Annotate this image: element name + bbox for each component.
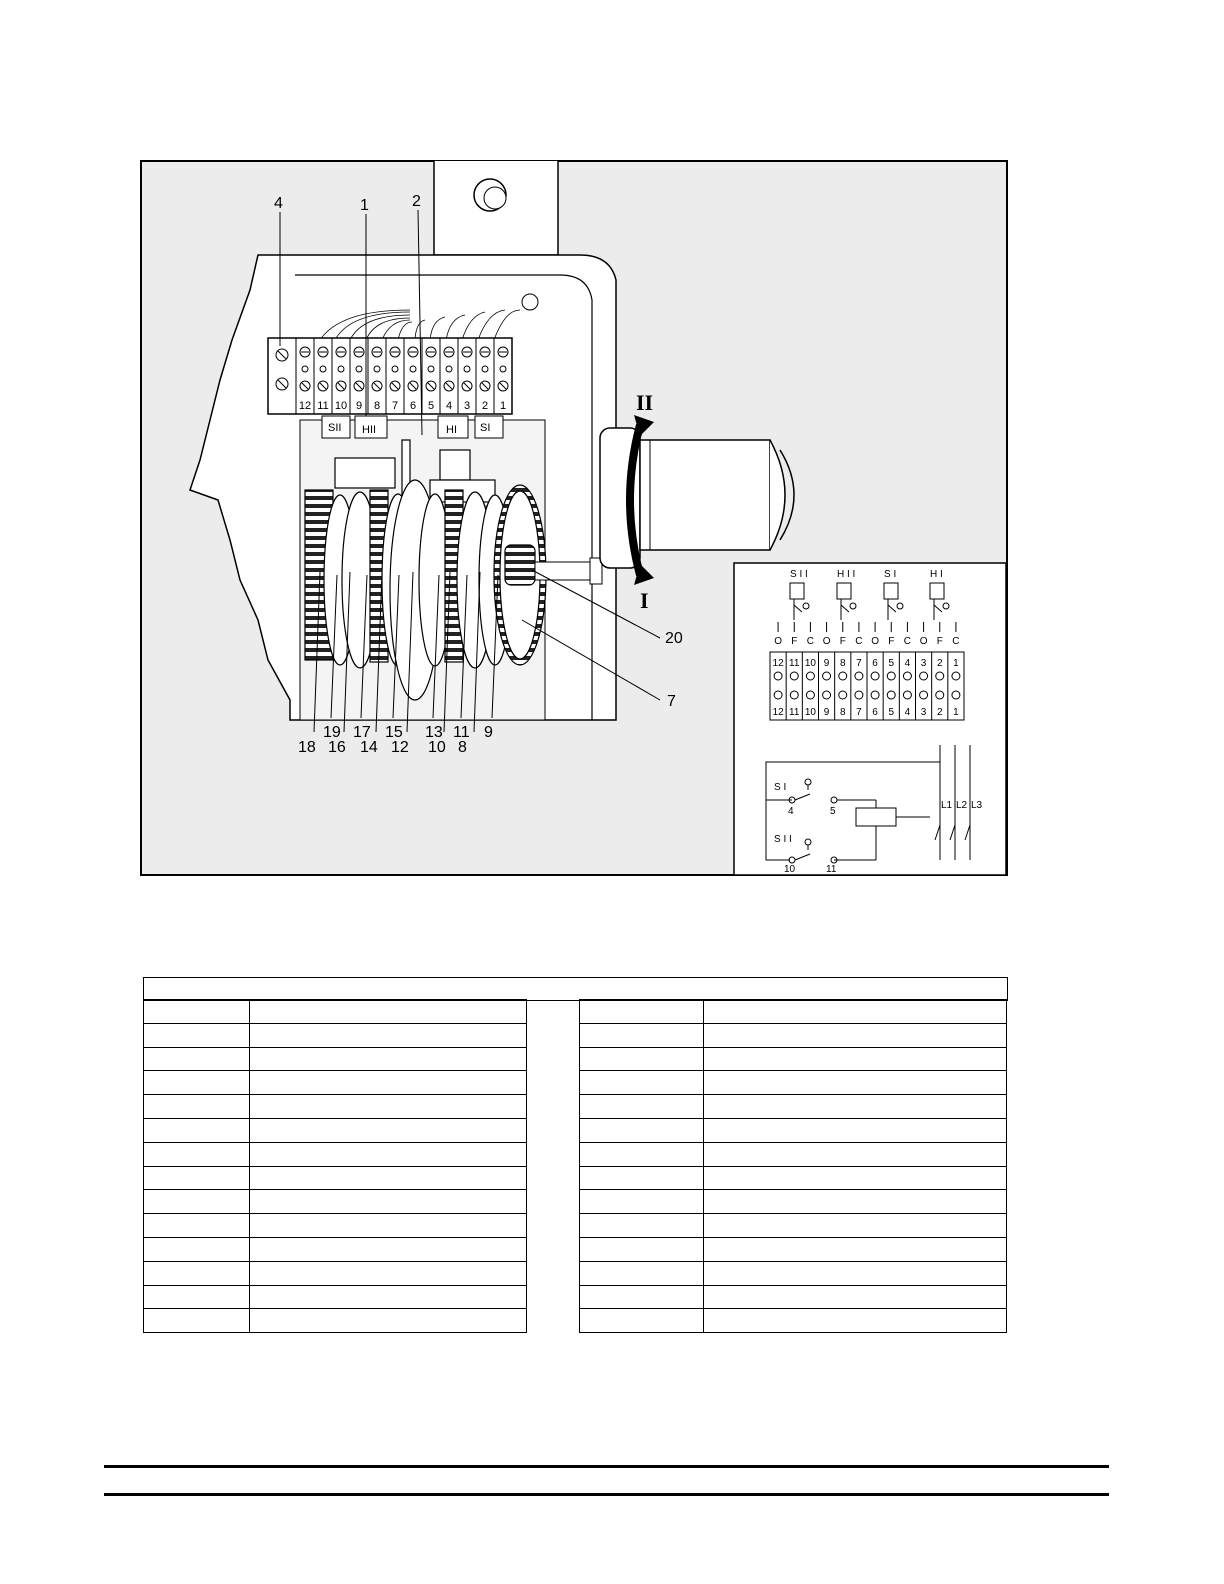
table-cell-item (580, 1214, 704, 1238)
terminal-number: 2 (481, 400, 489, 412)
table-row (580, 1237, 1007, 1261)
table-cell-item (580, 1285, 704, 1309)
parts-table-right (579, 999, 1007, 1333)
circuit-switch1-label: S I (774, 782, 787, 793)
contact-letter: C (806, 636, 815, 647)
table-row (580, 1023, 1007, 1047)
contact-letter: F (839, 636, 846, 647)
table-cell-item (144, 1071, 250, 1095)
circuit-line-l3: L3 (971, 800, 983, 811)
table-row (144, 1261, 527, 1285)
wiring-terminal-number-top: 3 (920, 658, 927, 669)
terminal-number: 8 (373, 400, 381, 412)
limit-switch-figure (140, 160, 1008, 876)
wiring-terminal-number-bottom: 2 (936, 707, 943, 718)
callout-bottom-lower: 16 (328, 739, 346, 756)
table-cell-item (144, 1142, 250, 1166)
table-row (580, 1261, 1007, 1285)
table-cell-item (580, 1000, 704, 1024)
table-cell-description (250, 1142, 527, 1166)
table-cell-description (250, 1190, 527, 1214)
wiring-switch-header: H I I (837, 569, 856, 580)
table-cell-item (580, 1047, 704, 1071)
terminal-number: 9 (355, 400, 363, 412)
table-row (580, 1047, 1007, 1071)
table-row (144, 1166, 527, 1190)
table-cell-item (580, 1142, 704, 1166)
table-row (144, 1214, 527, 1238)
circuit-switch2-t2: 11 (826, 864, 837, 875)
table-cell-description (704, 1095, 1007, 1119)
table-cell-description (250, 1237, 527, 1261)
table-row (144, 1285, 527, 1309)
table-row (580, 1118, 1007, 1142)
table-cell-item (144, 1047, 250, 1071)
wiring-terminal-number-bottom: 3 (920, 707, 927, 718)
figure-svg (140, 160, 1008, 876)
callout-bottom-lower: 14 (360, 739, 378, 756)
wiring-terminal-number-bottom: 12 (772, 707, 784, 718)
table-cell-item (144, 1118, 250, 1142)
table-cell-item (144, 1095, 250, 1119)
table-cell-item (580, 1190, 704, 1214)
table-cell-item (144, 1023, 250, 1047)
switch-label-sii: SII (328, 422, 342, 434)
contact-letter: O (919, 636, 928, 647)
circuit-switch2-label: S I I (774, 834, 792, 845)
wiring-terminal-number-top: 10 (804, 658, 816, 669)
table-row (144, 1047, 527, 1071)
callout-20: 20 (665, 630, 683, 647)
table-row (144, 1309, 527, 1333)
circuit-line-l2: L2 (956, 800, 968, 811)
table-row (580, 1214, 1007, 1238)
table-row (144, 1237, 527, 1261)
terminal-number: 4 (445, 400, 453, 412)
callout-bottom-upper: 13 (425, 724, 443, 741)
table-cell-description (250, 1118, 527, 1142)
table-cell-description (250, 1047, 527, 1071)
wiring-terminal-number-top: 9 (823, 658, 830, 669)
table-cell-description (704, 1190, 1007, 1214)
wiring-terminal-number-bottom: 4 (904, 707, 911, 718)
wiring-terminal-number-top: 11 (789, 658, 800, 669)
wiring-terminal-number-top: 8 (839, 658, 846, 669)
table-cell-description (250, 1285, 527, 1309)
wiring-terminal-number-bottom: 6 (872, 707, 878, 718)
callout-1: 1 (360, 197, 369, 214)
parts-table (143, 977, 1008, 1358)
circuit-switch2-t1: 10 (784, 864, 796, 875)
footer-rule-top (104, 1465, 1109, 1468)
table-row (580, 1166, 1007, 1190)
table-cell-item (144, 1190, 250, 1214)
parts-table-title (143, 977, 1008, 1001)
table-cell-item (580, 1309, 704, 1333)
table-cell-description (704, 1261, 1007, 1285)
table-cell-item (144, 1214, 250, 1238)
terminal-number: 5 (427, 400, 435, 412)
footer-rule-bottom (104, 1493, 1109, 1496)
table-row (144, 1118, 527, 1142)
terminal-number: 3 (463, 400, 471, 412)
table-cell-description (704, 1000, 1007, 1024)
table-cell-description (704, 1309, 1007, 1333)
table-cell-item (580, 1261, 704, 1285)
contact-letter: F (936, 636, 943, 647)
wiring-terminal-number-top: 7 (856, 658, 862, 669)
table-cell-item (580, 1237, 704, 1261)
switch-label-hi: HI (446, 424, 457, 436)
contact-letter: O (822, 636, 831, 647)
wiring-terminal-number-top: 4 (904, 658, 911, 669)
table-cell-description (704, 1166, 1007, 1190)
table-cell-description (250, 1023, 527, 1047)
callout-bottom-lower: 12 (391, 739, 409, 756)
direction-label-ii: II (636, 390, 654, 415)
contact-letter: O (871, 636, 879, 647)
circuit-switch1-t1: 4 (788, 806, 794, 817)
wiring-terminal-number-bottom: 7 (856, 707, 862, 718)
callout-bottom-upper: 11 (453, 724, 470, 741)
table-cell-item (144, 1261, 250, 1285)
wiring-terminal-number-bottom: 5 (888, 707, 895, 718)
table-row (144, 1142, 527, 1166)
table-row (144, 1000, 527, 1024)
table-row (580, 1071, 1007, 1095)
table-cell-item (144, 1166, 250, 1190)
contact-letter: F (791, 636, 798, 647)
wiring-terminal-number-top: 12 (772, 658, 784, 669)
table-cell-item (580, 1023, 704, 1047)
wiring-switch-header: S I (884, 569, 897, 580)
table-cell-item (580, 1118, 704, 1142)
table-row (144, 1190, 527, 1214)
table-row (144, 1095, 527, 1119)
table-cell-description (704, 1237, 1007, 1261)
table-cell-description (704, 1071, 1007, 1095)
wiring-switch-header: S I I (790, 569, 808, 580)
contact-letter: C (952, 636, 960, 647)
contact-letter: O (774, 636, 782, 647)
terminal-number: 1 (499, 400, 507, 412)
contact-letter: C (855, 636, 863, 647)
wiring-inset (734, 563, 1006, 875)
table-cell-item (580, 1095, 704, 1119)
table-row (580, 1309, 1007, 1333)
parts-table-left (143, 999, 527, 1333)
terminal-number: 6 (409, 400, 417, 412)
table-cell-description (704, 1142, 1007, 1166)
table-cell-description (704, 1285, 1007, 1309)
callout-bottom-lower: 8 (458, 739, 467, 756)
contact-letter: C (903, 636, 912, 647)
table-cell-description (250, 1166, 527, 1190)
table-row (580, 1000, 1007, 1024)
wiring-terminal-number-bottom: 8 (839, 707, 846, 718)
callout-bottom-upper: 9 (484, 724, 493, 741)
switch-label-si: SI (480, 422, 491, 434)
terminal-number: 10 (334, 400, 348, 412)
table-row (144, 1023, 527, 1047)
terminal-block (268, 338, 512, 414)
circuit-switch1-t2: 5 (830, 806, 836, 817)
table-cell-item (144, 1000, 250, 1024)
wiring-terminal-number-bottom: 9 (823, 707, 830, 718)
circuit-line-l1: L1 (941, 800, 953, 811)
table-row (580, 1095, 1007, 1119)
wiring-terminal-number-bottom: 1 (953, 707, 959, 718)
table-cell-description (704, 1023, 1007, 1047)
output-hub (640, 440, 770, 550)
wiring-terminal-number-top: 6 (872, 658, 878, 669)
callout-bottom-lower: 10 (428, 739, 446, 756)
table-row (580, 1190, 1007, 1214)
wiring-switch-header: H I (930, 569, 943, 580)
callout-bottom-upper: 17 (353, 724, 371, 741)
terminal-number: 11 (317, 400, 329, 412)
callout-4: 4 (274, 195, 283, 212)
table-cell-description (250, 1261, 527, 1285)
wiring-terminal-number-bottom: 10 (804, 707, 816, 718)
wiring-terminal-number-top: 5 (888, 658, 895, 669)
table-cell-description (704, 1214, 1007, 1238)
table-cell-item (144, 1237, 250, 1261)
callout-bottom-lower: 18 (298, 739, 316, 756)
table-cell-item (144, 1309, 250, 1333)
table-cell-description (704, 1047, 1007, 1071)
table-cell-item (144, 1285, 250, 1309)
table-cell-description (250, 1309, 527, 1333)
terminal-number: 12 (298, 400, 312, 412)
table-cell-description (250, 1214, 527, 1238)
table-cell-description (250, 1095, 527, 1119)
table-cell-description (704, 1118, 1007, 1142)
table-row (144, 1071, 527, 1095)
terminal-number: 7 (391, 400, 399, 412)
callout-7: 7 (667, 693, 676, 710)
wiring-terminal-number-bottom: 11 (789, 707, 800, 718)
wiring-terminal-number-top: 2 (936, 658, 943, 669)
callout-bottom-upper: 19 (323, 724, 341, 741)
table-row (580, 1285, 1007, 1309)
switch-label-hii: HII (362, 424, 377, 436)
table-cell-description (250, 1000, 527, 1024)
table-cell-description (250, 1071, 527, 1095)
callout-bottom-upper: 15 (385, 724, 403, 741)
callout-2: 2 (412, 193, 421, 210)
direction-label-i: I (640, 588, 649, 613)
contact-letter: F (888, 636, 895, 647)
wiring-terminal-number-top: 1 (953, 658, 959, 669)
table-cell-item (580, 1071, 704, 1095)
table-row (580, 1142, 1007, 1166)
table-cell-item (580, 1166, 704, 1190)
